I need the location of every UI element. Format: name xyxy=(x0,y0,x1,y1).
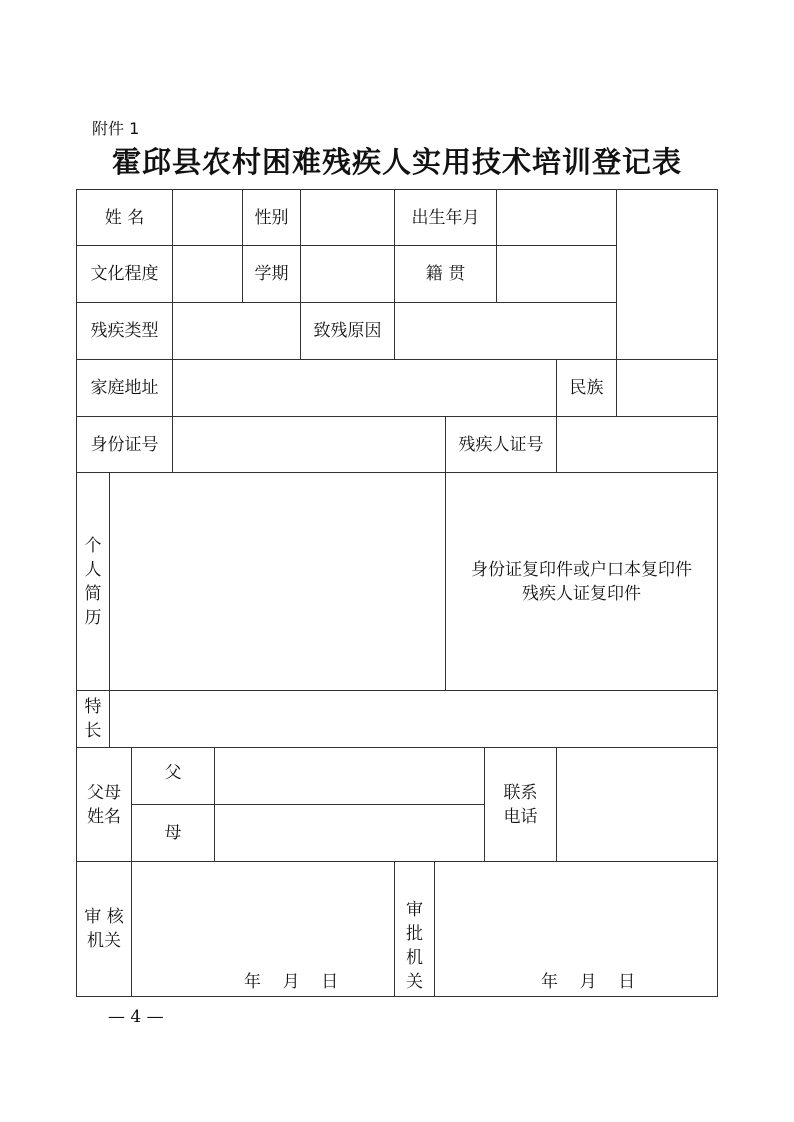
label-ethnicity: 民族 xyxy=(556,359,617,417)
label-resume: 个人简历 xyxy=(84,535,102,628)
label-term: 学期 xyxy=(242,245,301,303)
field-approve-authority[interactable] xyxy=(434,861,718,997)
label-native: 籍 贯 xyxy=(394,245,497,303)
field-native[interactable] xyxy=(496,245,617,303)
review-date: 年 月 日 xyxy=(244,972,339,992)
photocopy-note-cert: 残疾人证复印件 xyxy=(522,583,641,604)
label-id-number: 身份证号 xyxy=(76,416,173,473)
label-mother: 母 xyxy=(131,804,215,862)
field-disability-cause[interactable] xyxy=(394,302,617,360)
label-disability-cert: 残疾人证号 xyxy=(445,416,557,473)
approve-date: 年 月 日 xyxy=(541,972,636,992)
field-phone[interactable] xyxy=(556,747,718,862)
field-ethnicity[interactable] xyxy=(616,359,718,417)
label-gender: 性别 xyxy=(242,189,301,246)
field-name[interactable] xyxy=(172,189,243,246)
field-father[interactable] xyxy=(214,747,485,805)
photocopy-area[interactable] xyxy=(445,472,718,691)
label-phone: 联系电话 xyxy=(503,782,538,827)
field-term[interactable] xyxy=(300,245,395,303)
photo-cell[interactable] xyxy=(616,189,718,360)
photocopy-note-id: 身份证复印件或户口本复印件 xyxy=(471,559,692,580)
field-review-authority[interactable] xyxy=(131,861,395,997)
label-father: 父 xyxy=(131,747,215,805)
field-education[interactable] xyxy=(172,245,243,303)
field-mother[interactable] xyxy=(214,804,485,862)
field-gender[interactable] xyxy=(300,189,395,246)
label-review-authority: 审 核机关 xyxy=(84,907,124,951)
attachment-label: 附件 1 xyxy=(92,119,140,138)
label-birth: 出生年月 xyxy=(394,189,497,246)
field-address[interactable] xyxy=(172,359,557,417)
field-disability-cert[interactable] xyxy=(556,416,718,473)
page-number: — 4 — xyxy=(108,1007,164,1027)
field-specialty[interactable] xyxy=(109,690,718,748)
label-name: 姓 名 xyxy=(76,189,173,246)
field-birth[interactable] xyxy=(496,189,617,246)
field-id-number[interactable] xyxy=(172,416,446,473)
label-parents: 父母姓名 xyxy=(87,782,121,827)
label-education: 文化程度 xyxy=(76,245,173,303)
page-title: 霍邱县农村困难残疾人实用技术培训登记表 xyxy=(111,145,682,179)
field-disability-type[interactable] xyxy=(172,302,301,360)
label-address: 家庭地址 xyxy=(76,359,173,417)
label-disability-type: 残疾类型 xyxy=(76,302,173,360)
label-specialty: 特长 xyxy=(84,697,102,741)
label-disability-cause: 致残原因 xyxy=(300,302,395,360)
label-approve-authority: 审批机关 xyxy=(406,900,423,992)
field-resume[interactable] xyxy=(109,472,446,691)
